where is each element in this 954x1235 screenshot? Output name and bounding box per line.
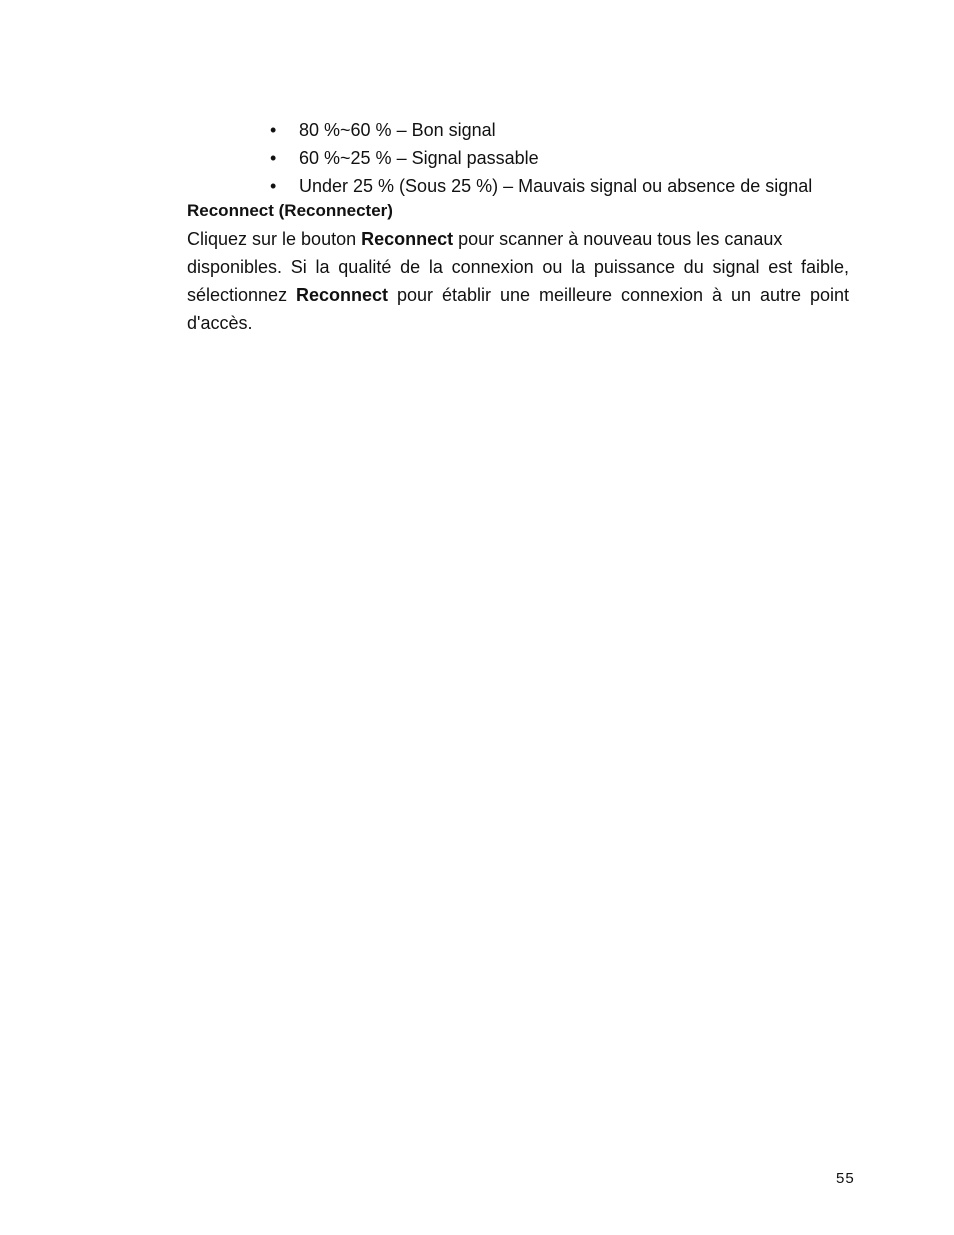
- text-run: sélectionnez: [187, 285, 297, 305]
- bullet-icon: •: [270, 148, 277, 168]
- signal-quality-list: [270, 116, 870, 200]
- list-item: [270, 172, 870, 200]
- paragraph-line: d'accès.: [187, 313, 253, 333]
- list-item-text: 60 %~25 % – Signal passable: [299, 148, 539, 168]
- paragraph-line: [187, 281, 849, 309]
- list-item: [270, 144, 870, 172]
- bullet-icon: •: [270, 120, 277, 140]
- reconnect-paragraph: [187, 225, 849, 337]
- list-item-text: 80 %~60 % – Bon signal: [299, 120, 496, 140]
- text-run: pour établir une meilleure connexion à un autre point: [388, 285, 849, 305]
- emphasis-text: Reconnect: [361, 229, 454, 249]
- bullet-icon: •: [270, 176, 277, 196]
- emphasis-text: Reconnect: [296, 285, 389, 305]
- text-run: pour scanner à nouveau tous les canaux: [453, 229, 783, 249]
- page-number: 55: [836, 1170, 855, 1187]
- paragraph-line: disponibles. Si la qualité de la connexion ou la puissance du signal est faible,: [187, 257, 849, 277]
- list-item: [270, 116, 870, 144]
- paragraph-line: [187, 225, 849, 253]
- section-heading: Reconnect (Reconnecter): [187, 201, 393, 220]
- list-item-text: Under 25 % (Sous 25 %) – Mauvais signal ou absence de signal: [299, 176, 813, 196]
- text-run: Cliquez sur le bouton: [187, 229, 362, 249]
